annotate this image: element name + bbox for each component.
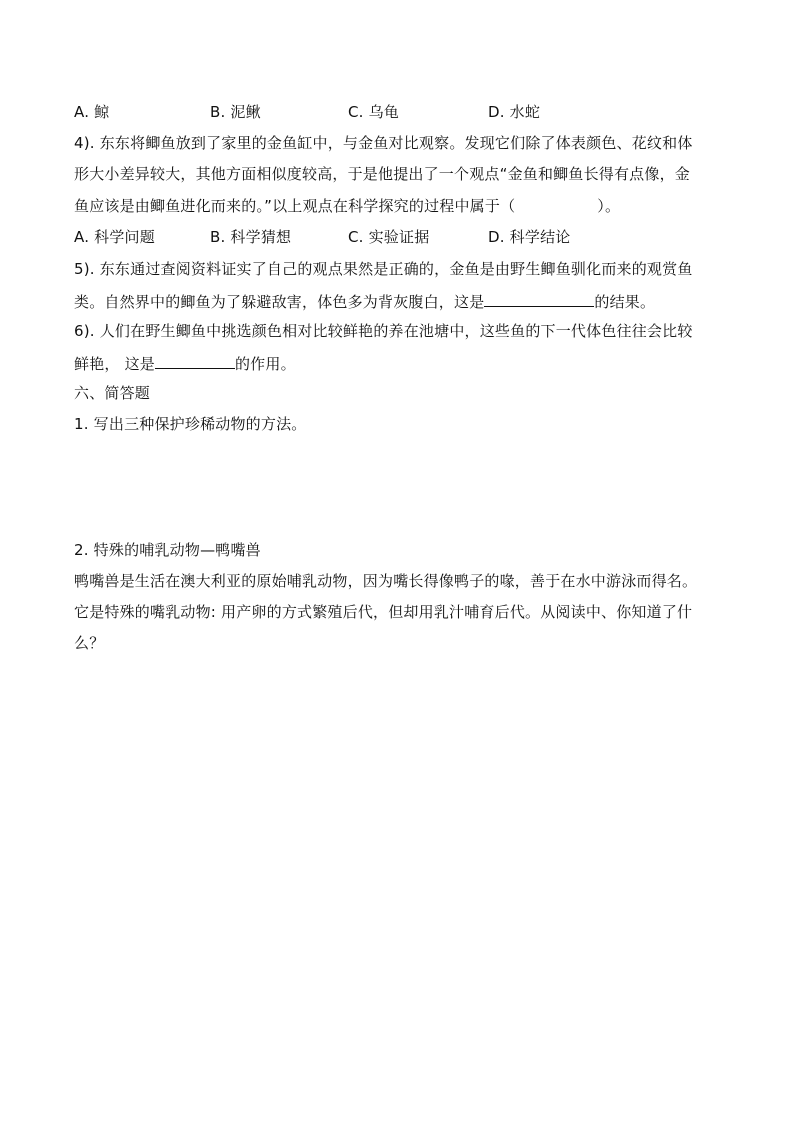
q3-option-b: B. 泥鳅: [210, 103, 261, 121]
q4-option-c: C. 实验证据: [348, 228, 430, 246]
q3-option-a: A. 鲸: [74, 103, 110, 121]
q5-line-2-end: 的结果。: [594, 293, 656, 311]
q6-fill-blank[interactable]: [155, 352, 235, 369]
q4-line-1: 4). 东东将鲫鱼放到了家里的金鱼缸中，与金鱼对比观察。发现它们除了体表颜色、花纹和体: [74, 134, 693, 152]
q5-line-2: [74, 290, 655, 312]
q3-option-d: D. 水蛇: [488, 103, 541, 121]
q4-option-d: D. 科学结论: [488, 228, 571, 246]
q3-option-c: C. 乌龟: [348, 103, 400, 121]
section-6-q2-title: 2. 特殊的哺乳动物—鸭嘴兽: [74, 541, 261, 559]
section-6-q2-line-2: 它是特殊的嘴乳动物: 用产卵的方式繁殖后代，但却用乳汁哺育后代。从阅读中、你知道了什: [74, 603, 693, 621]
q6-line-1: 6). 人们在野生鲫鱼中挑选颜色相对比较鲜艳的养在池塘中，这些鱼的下一代体色往往会比较: [74, 322, 693, 340]
q5-line-2-text: 类。自然界中的鲫鱼为了躲避敌害，体色多为背灰腹白，这是: [74, 293, 485, 311]
q6-line-2-text: 鲜艳， 这是: [74, 355, 155, 373]
section-6-q1: 1. 写出三种保护珍稀动物的方法。: [74, 415, 307, 433]
q6-line-2: [74, 352, 296, 374]
q4-line-3: [74, 196, 620, 216]
section-6-q2-line-1: 鸭嘴兽是生活在澳大利亚的原始哺乳动物，因为嘴长得像鸭子的喙，善于在水中游泳而得名。: [74, 572, 698, 590]
q4-line-2: 形大小差异较大，其他方面相似度较高，于是他提出了一个观点“金鱼和鲫鱼长得有点像，金: [74, 165, 690, 183]
q4-option-a: A. 科学问题: [74, 228, 155, 246]
q4-option-b: B. 科学猜想: [210, 228, 292, 246]
section-6-heading: 六、简答题: [74, 384, 151, 402]
q5-line-1: 5). 东东通过查阅资料证实了自己的观点果然是正确的，金鱼是由野生鲫鱼驯化而来的观赏鱼: [74, 260, 693, 278]
section-6-q2-line-3: 么？: [74, 634, 105, 652]
q4-line-3-end: ）。: [597, 197, 621, 215]
q6-line-2-end: 的作用。: [234, 355, 296, 373]
q4-line-3-text: 鱼应该是由鲫鱼进化而来的。”以上观点在科学探究的过程中属于（: [74, 197, 516, 215]
q5-fill-blank[interactable]: [484, 290, 594, 307]
